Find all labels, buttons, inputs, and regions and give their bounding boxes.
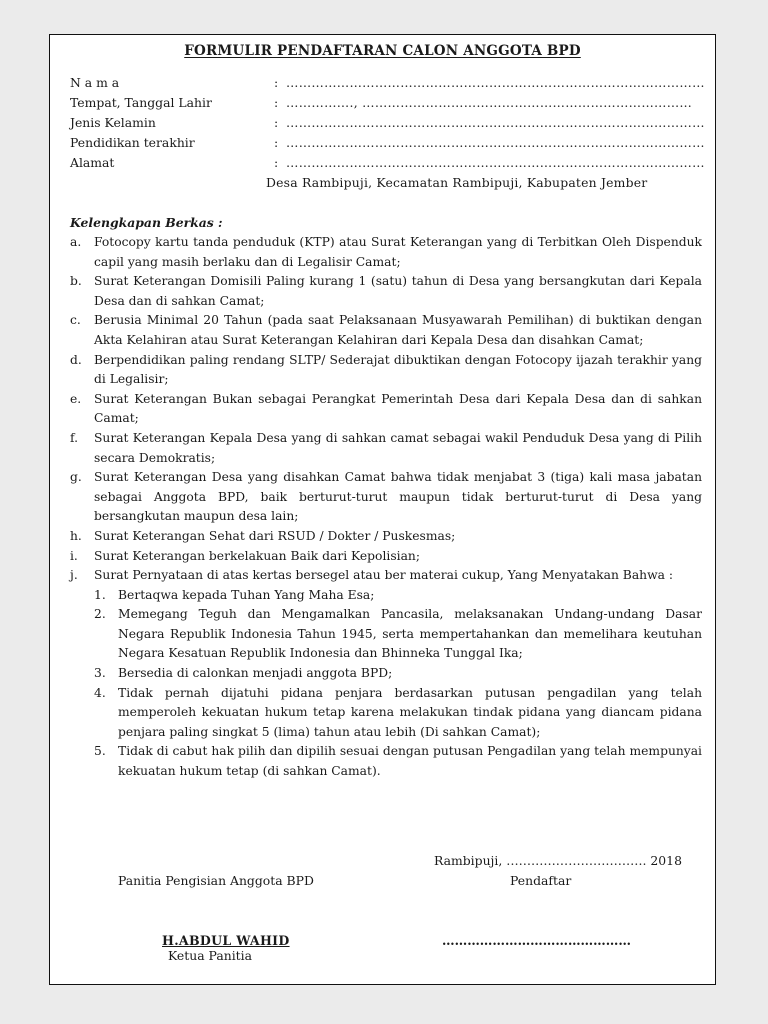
requirements-title: Kelengkapan Berkas : xyxy=(70,215,223,230)
field-colon: : xyxy=(274,95,279,110)
list-item xyxy=(70,272,702,311)
list-item xyxy=(70,233,702,272)
list-item xyxy=(70,547,702,567)
list-marker: a. xyxy=(70,235,82,249)
field-colon: : xyxy=(274,115,279,130)
list-item xyxy=(70,311,702,350)
requirements-list xyxy=(70,233,702,782)
list-marker: b. xyxy=(70,274,82,289)
statement-marker: 5. xyxy=(94,744,106,759)
list-item-text: Surat Keterangan Domisili Paling kurang 1 (satu) tahun di Desa yang bersangkutan dari Kepala Desa dan di sahkan Camat; xyxy=(94,274,702,308)
list-item xyxy=(70,468,702,527)
statement-marker: 4. xyxy=(94,685,106,700)
list-item-text: Surat Pernyataan di atas kertas bersegel atau ber materai cukup, Yang Menyatakan Bahwa : xyxy=(94,568,673,583)
list-item-text: Surat Keterangan Kepala Desa yang di sahkan camat sebagai wakil Penduduk Desa yang di Pilih secara Demokratis; xyxy=(94,430,702,465)
field-label: Jenis Kelamin xyxy=(70,115,156,130)
statement-item xyxy=(94,684,702,743)
statement-text: Memegang Teguh dan Mengamalkan Pancasila, melaksanakan Undang-undang Dasar Negara Republik Indonesia Tahun 1945, serta mempertahankan dan memelihara keutuhan Negara Kesatuan Republik Indonesia dan Bhinneka Tunggal Ika; xyxy=(118,607,702,661)
field-blank: ……………………………………………………………………………………… xyxy=(286,115,705,130)
list-item-text: Berpendidikan paling rendang SLTP/ Sederajat dibuktikan dengan Fotocopy ijazah terakhir yang di Legalisir; xyxy=(94,352,702,387)
list-item xyxy=(70,429,702,468)
field-tempat-tanggal-lahir xyxy=(70,95,700,115)
statement-item xyxy=(94,586,702,606)
statement-item xyxy=(94,664,702,684)
statement-text: Bertaqwa kepada Tuhan Yang Maha Esa; xyxy=(118,587,375,602)
field-blank: ……………., …………………………………………………………………… xyxy=(286,95,693,110)
statement-marker: 2. xyxy=(94,607,106,622)
list-item xyxy=(70,527,702,547)
statement-item xyxy=(94,742,702,781)
field-blank: ……………………………………………………………………………………… xyxy=(286,75,705,90)
form-page xyxy=(49,34,716,985)
list-item-text: Surat Keterangan Bukan sebagai Perangkat Pemerintah Desa dari Kepala Desa dan di sahkan Camat; xyxy=(94,391,702,426)
statement-text: Tidak pernah dijatuhi pidana penjara berdasarkan putusan pengadilan yang telah memperoleh kekuatan hukum tetap karena melakukan tindak pidana yang diancam pidana penjara paling singkat 5 (lima) tahun atau lebih (Di sahkan Camat); xyxy=(118,685,702,739)
committee-role: Panitia Pengisian Anggota BPD xyxy=(118,873,314,888)
list-item-text: Fotocopy kartu tanda penduduk (KTP) atau Surat Keterangan yang di Terbitkan Oleh Dispenduk capil yang masih berlaku dan di Legalisir Camat; xyxy=(94,235,702,269)
field-blank: ……………………………………………………………………………………… xyxy=(286,135,705,150)
field-label: Pendidikan terakhir xyxy=(70,135,195,150)
field-alamat xyxy=(70,155,705,175)
list-marker: g. xyxy=(70,470,82,485)
form-title: FORMULIR PENDAFTARAN CALON ANGGOTA BPD xyxy=(184,43,581,59)
field-colon: : xyxy=(274,155,279,170)
signature-date: Rambipuji, ……………………………. 2018 xyxy=(434,853,682,868)
field-label: N a m a xyxy=(70,75,120,90)
list-marker: i. xyxy=(70,548,78,563)
list-marker: h. xyxy=(70,528,82,543)
statement-marker: 3. xyxy=(94,666,106,681)
field-jenis-kelamin xyxy=(70,115,705,135)
statement-text: Tidak di cabut hak pilih dan dipilih sesuai dengan putusan Pengadilan yang telah mempunyai kekuatan hukum tetap (di sahkan Camat). xyxy=(118,744,702,779)
statement-item xyxy=(94,605,702,664)
field-label: Tempat, Tanggal Lahir xyxy=(70,95,212,110)
field-label: Alamat xyxy=(70,155,115,170)
list-item xyxy=(70,390,702,429)
list-item xyxy=(70,351,702,390)
field-nama xyxy=(70,75,705,95)
committee-chair-title: Ketua Panitia xyxy=(168,948,252,963)
committee-chair-name: H.ABDUL WAHID xyxy=(162,933,290,948)
list-marker: f. xyxy=(70,430,79,445)
registrant-signature-blank: ……………………………………… xyxy=(442,933,631,948)
list-item xyxy=(70,566,702,782)
list-marker: c. xyxy=(70,313,81,328)
list-marker: d. xyxy=(70,352,82,367)
address-extra: Desa Rambipuji, Kecamatan Rambipuji, Kabupaten Jember xyxy=(266,175,648,190)
list-marker: j. xyxy=(70,568,78,583)
registrant-role: Pendaftar xyxy=(510,873,572,888)
field-pendidikan xyxy=(70,135,705,155)
statement-marker: 1. xyxy=(94,587,106,602)
list-item-text: Surat Keterangan Sehat dari RSUD / Dokter / Puskesmas; xyxy=(94,528,456,543)
list-item-text: Surat Keterangan Desa yang disahkan Camat bahwa tidak menjabat 3 (tiga) kali masa jabatan sebagai Anggota BPD, baik berturut-turut maupun tidak berturut-turut di Desa yang bersangkutan maupun desa lain; xyxy=(94,470,702,524)
field-blank: ……………………………………………………………………………………… xyxy=(286,155,705,170)
field-colon: : xyxy=(274,135,279,150)
list-marker: e. xyxy=(70,391,82,406)
statement-list xyxy=(94,586,702,782)
list-item-text: Berusia Minimal 20 Tahun (pada saat Pelaksanaan Musyawarah Pemilihan) di buktikan dengan Akta Kelahiran atau Surat Keterangan Kelahiran dari Kepala Desa dan disahkan Camat; xyxy=(94,313,702,347)
statement-text: Bersedia di calonkan menjadi anggota BPD; xyxy=(118,666,393,681)
list-item-text: Surat Keterangan berkelakuan Baik dari Kepolisian; xyxy=(94,548,420,563)
field-colon: : xyxy=(274,75,279,90)
